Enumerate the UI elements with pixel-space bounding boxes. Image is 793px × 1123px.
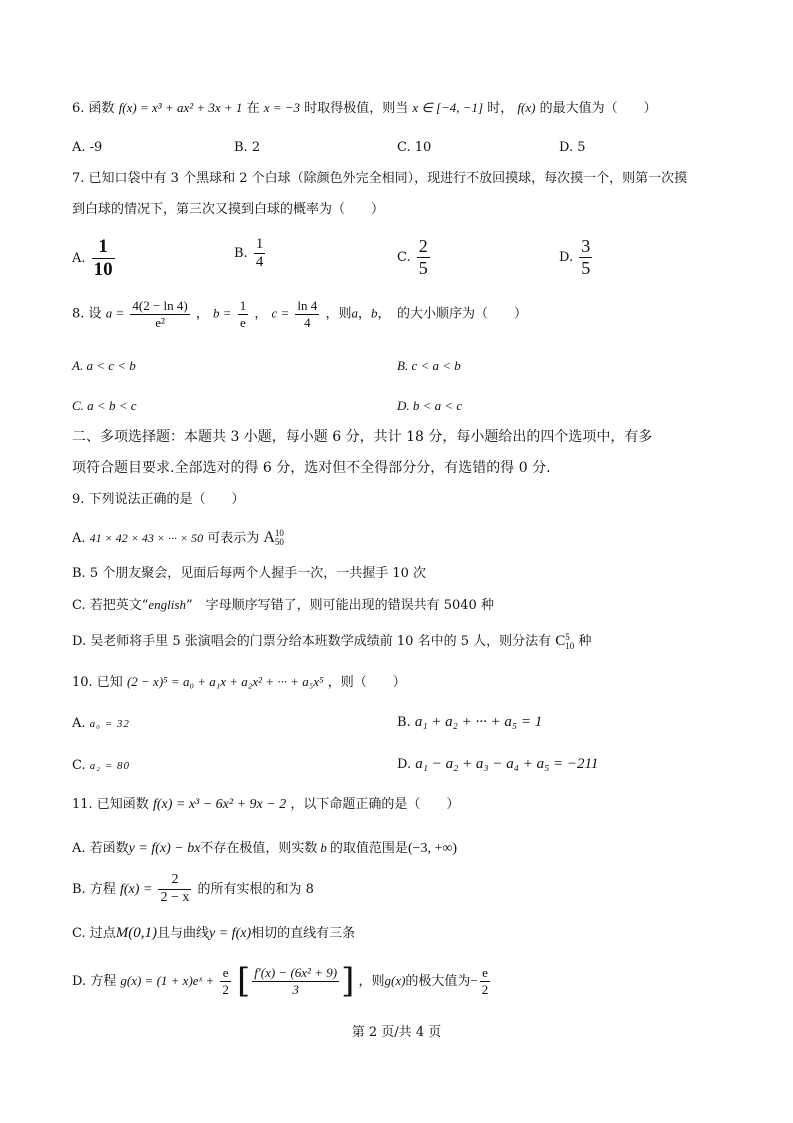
numerator: 4(2 − ln 4) xyxy=(132,298,188,313)
q11-text: 相切的直线有三条 xyxy=(251,926,356,941)
numerator: ln 4 xyxy=(297,298,318,313)
q6-text: 时， xyxy=(487,101,514,116)
q8-text: ， xyxy=(195,306,209,322)
q11-b-lhs: f(x) = xyxy=(119,881,153,897)
q7-option-b-fraction xyxy=(254,236,266,271)
q11-text: ，以下命题正确的是（ ） xyxy=(290,797,460,812)
q11-text: ，则 xyxy=(358,973,385,989)
q10-option-label: C. xyxy=(72,758,86,773)
denominator: e² xyxy=(155,314,165,330)
q11-text: 的所有实根的和为 8 xyxy=(197,881,314,897)
q7-option-label: B. xyxy=(234,246,248,261)
q10-text: ，则（ ） xyxy=(327,675,406,690)
perm-sup: 10 xyxy=(274,528,284,539)
q7-option-a-fraction xyxy=(92,236,115,281)
q9-option-a xyxy=(72,528,284,547)
denominator: 4 xyxy=(255,254,264,270)
q10-option-label: D. xyxy=(397,757,412,772)
q6-text: 的最大值为（ ） xyxy=(539,101,657,116)
q7-option-b xyxy=(234,236,267,271)
numerator: e xyxy=(220,965,231,982)
q6-interval: x ∈ [−4, −1] xyxy=(412,100,484,115)
q10-option-expr: a₁ + a₂ + ··· + a₅ = 1 xyxy=(414,714,543,730)
q11-text: 的取值范围是 xyxy=(329,841,408,856)
q8-text: ， xyxy=(357,306,371,322)
q11-d-lhs: g(x) = (1 + x)eˣ + xyxy=(120,972,215,988)
q10-stem xyxy=(72,674,406,691)
q11-d-answer-fraction xyxy=(480,965,491,997)
q6-text: 6. 函数 xyxy=(72,101,115,116)
q9-text: D. 吴老师将手里 5 张演唱会的门票分给本班数学成绩前 10 名中的 5 人，则分法有 xyxy=(72,634,552,649)
q8-var-b: b xyxy=(370,305,378,321)
q6-function: f(x) = x³ + ax² + 3x + 1 xyxy=(118,100,243,115)
q11-a-expr: y = f(x) − bx xyxy=(128,841,201,856)
q11-text: 且与曲线 xyxy=(157,926,210,941)
numerator: 3 xyxy=(581,236,591,256)
q9-option-d xyxy=(72,632,591,651)
q7-option-c xyxy=(397,236,432,279)
denominator: 5 xyxy=(581,258,591,278)
q11-a-range: (−3, +∞) xyxy=(407,841,458,856)
q6-condition: x = −3 xyxy=(263,100,301,115)
q9-option-label: A. xyxy=(72,531,86,546)
numerator: 1 xyxy=(255,236,264,252)
q11-point: M(0,1) xyxy=(115,925,157,941)
q11-g: g(x) xyxy=(384,972,406,988)
q8-text: ，则 xyxy=(325,306,352,322)
right-bracket: ] xyxy=(341,961,355,1001)
numerator: 1 xyxy=(92,236,115,259)
q8-var-a: a xyxy=(351,305,358,321)
q8-option-d: D. b < a < c xyxy=(397,398,463,413)
q11-d-bracket-fraction xyxy=(252,965,339,997)
q6-option-a: A. -9 xyxy=(72,140,103,155)
q9-text: C. 若把英文“ xyxy=(72,598,149,613)
q11-stem xyxy=(72,797,459,814)
q11-b-fraction xyxy=(158,872,191,907)
q7-option-c-fraction xyxy=(417,236,430,279)
q11-neg: − xyxy=(470,972,478,988)
q9-stem: 9. 下列说法正确的是（ ） xyxy=(72,492,245,507)
q11-text: D. 方程 xyxy=(72,973,117,989)
section2-header-line1: 二、多项选择题：本题共 3 小题，每小题 6 分，共计 18 分，每小题给出的四个选项中，有多 xyxy=(72,429,653,445)
q11-function: f(x) = x³ − 6x² + 9x − 2 xyxy=(152,797,287,812)
q10-expansion: (2 − x)⁵ = a₀ + a₁x + a₂x² + ··· + a₅x⁵ xyxy=(126,674,324,689)
left-bracket: [ xyxy=(237,961,251,1001)
q9-option-c xyxy=(72,597,494,614)
q10-option-expr: a₂ = 80 xyxy=(89,760,131,772)
q11-option-d xyxy=(72,961,492,1002)
q8-text: ， xyxy=(254,306,268,322)
q8-option-c: C. a < b < c xyxy=(72,398,137,413)
numerator: f′(x) − (6x² + 9) xyxy=(254,965,338,981)
q11-option-a xyxy=(72,840,457,858)
q7-option-label: D. xyxy=(559,250,574,265)
q8-stem xyxy=(72,298,527,330)
numerator: 2 xyxy=(418,236,428,256)
denominator: 2 xyxy=(481,981,489,997)
q9-text: ” 字母顺序写错了，则可能出现的错误共有 5040 种 xyxy=(185,598,494,613)
denominator: 3 xyxy=(292,981,299,997)
q8-text: ， 的大小顺序为（ ） xyxy=(377,306,527,322)
q9-text: 可表示为 xyxy=(207,531,260,546)
q7-stem-line2: 到白球的情况下，第三次又摸到白球的概率为（ ） xyxy=(72,202,385,217)
q11-text: A. 若函数 xyxy=(72,841,129,856)
q9-option-b: B. 5 个朋友聚会，见面后每两个人握手一次，一共握手 10 次 xyxy=(72,566,427,581)
q10-option-expr: a₀ = 32 xyxy=(89,718,130,730)
numerator: e xyxy=(480,965,491,982)
q9-combination xyxy=(555,633,574,649)
q7-option-a xyxy=(72,236,117,281)
q6-option-c: C. 10 xyxy=(397,140,432,155)
denominator: 2 − x xyxy=(160,889,190,905)
denominator: e xyxy=(240,314,246,330)
comb-sup: 5 xyxy=(565,631,570,642)
q6-stem xyxy=(72,100,657,117)
q10-option-a xyxy=(72,716,130,731)
q11-a-var: b xyxy=(320,840,327,855)
q10-option-label: B. xyxy=(397,715,411,730)
q6-option-d: D. 5 xyxy=(559,140,586,155)
q9-word: english xyxy=(148,597,186,612)
comb-sub: 10 xyxy=(565,640,575,651)
q11-option-c xyxy=(72,924,355,943)
q6-fx: f(x) xyxy=(517,100,536,115)
q8-b-fraction xyxy=(238,298,249,330)
q7-stem-line1: 7. 已知口袋中有 3 个黑球和 2 个白球（除颜色外完全相同），现进行不放回摸球，每次摸一个，则第一次摸 xyxy=(72,171,688,186)
q8-c-lhs: c = xyxy=(271,305,290,321)
q8-b-lhs: b = xyxy=(213,305,232,321)
q11-text: 不存在极值，则实数 xyxy=(200,841,318,856)
q11-text: B. 方程 xyxy=(72,881,116,897)
denominator: 2 xyxy=(222,981,229,997)
denominator: 10 xyxy=(93,259,113,280)
q6-text: 在 xyxy=(246,101,260,116)
q7-option-d xyxy=(559,236,594,279)
q7-option-d-fraction xyxy=(579,236,592,279)
q8-option-a: A. a < c < b xyxy=(72,358,136,373)
q11-text: C. 过点 xyxy=(72,926,116,941)
q11-option-b xyxy=(72,872,314,907)
q9-product-expr: 41 × 42 × 43 × ··· × 50 xyxy=(89,531,204,545)
q10-text: 10. 已知 xyxy=(72,675,123,690)
q7-option-label: C. xyxy=(397,250,411,265)
section2-header-line2: 项符合题目要求.全部选对的得 6 分，选对但不全得部分分，有选错的得 0 分. xyxy=(72,460,551,476)
q8-a-fraction xyxy=(130,298,189,330)
q6-text: 时取得极值，则当 xyxy=(304,101,409,116)
numerator: 2 xyxy=(158,872,191,890)
q9-permutation xyxy=(263,529,284,546)
q11-curve: y = f(x) xyxy=(209,926,252,941)
q10-option-c xyxy=(72,758,130,773)
q9-text: 种 xyxy=(578,634,592,649)
q10-option-label: A. xyxy=(72,716,86,731)
q10-option-expr: a₁ − a₂ + a₃ − a₄ + a₅ = −211 xyxy=(415,756,599,772)
comb-symbol: C xyxy=(555,633,566,649)
numerator: 1 xyxy=(239,298,247,313)
q11-d-e-over-2 xyxy=(220,965,231,997)
q8-c-fraction xyxy=(295,298,319,330)
q6-option-b: B. 2 xyxy=(234,140,261,155)
q8-option-b: B. c < a < b xyxy=(397,358,461,373)
perm-sub: 50 xyxy=(274,537,284,548)
q11-text: 的极大值为 xyxy=(405,973,471,989)
perm-symbol: A xyxy=(263,529,275,546)
page-footer: 第 2 页/共 4 页 xyxy=(351,1025,442,1040)
q10-option-d xyxy=(397,756,598,773)
q7-option-label: A. xyxy=(72,251,86,266)
q8-text: 8. 设 xyxy=(72,306,102,322)
q10-option-b xyxy=(397,714,542,731)
denominator: 5 xyxy=(418,258,428,278)
q11-text: 11. 已知函数 xyxy=(72,797,149,812)
denominator: 4 xyxy=(304,314,311,330)
q8-a-lhs: a = xyxy=(105,305,125,321)
